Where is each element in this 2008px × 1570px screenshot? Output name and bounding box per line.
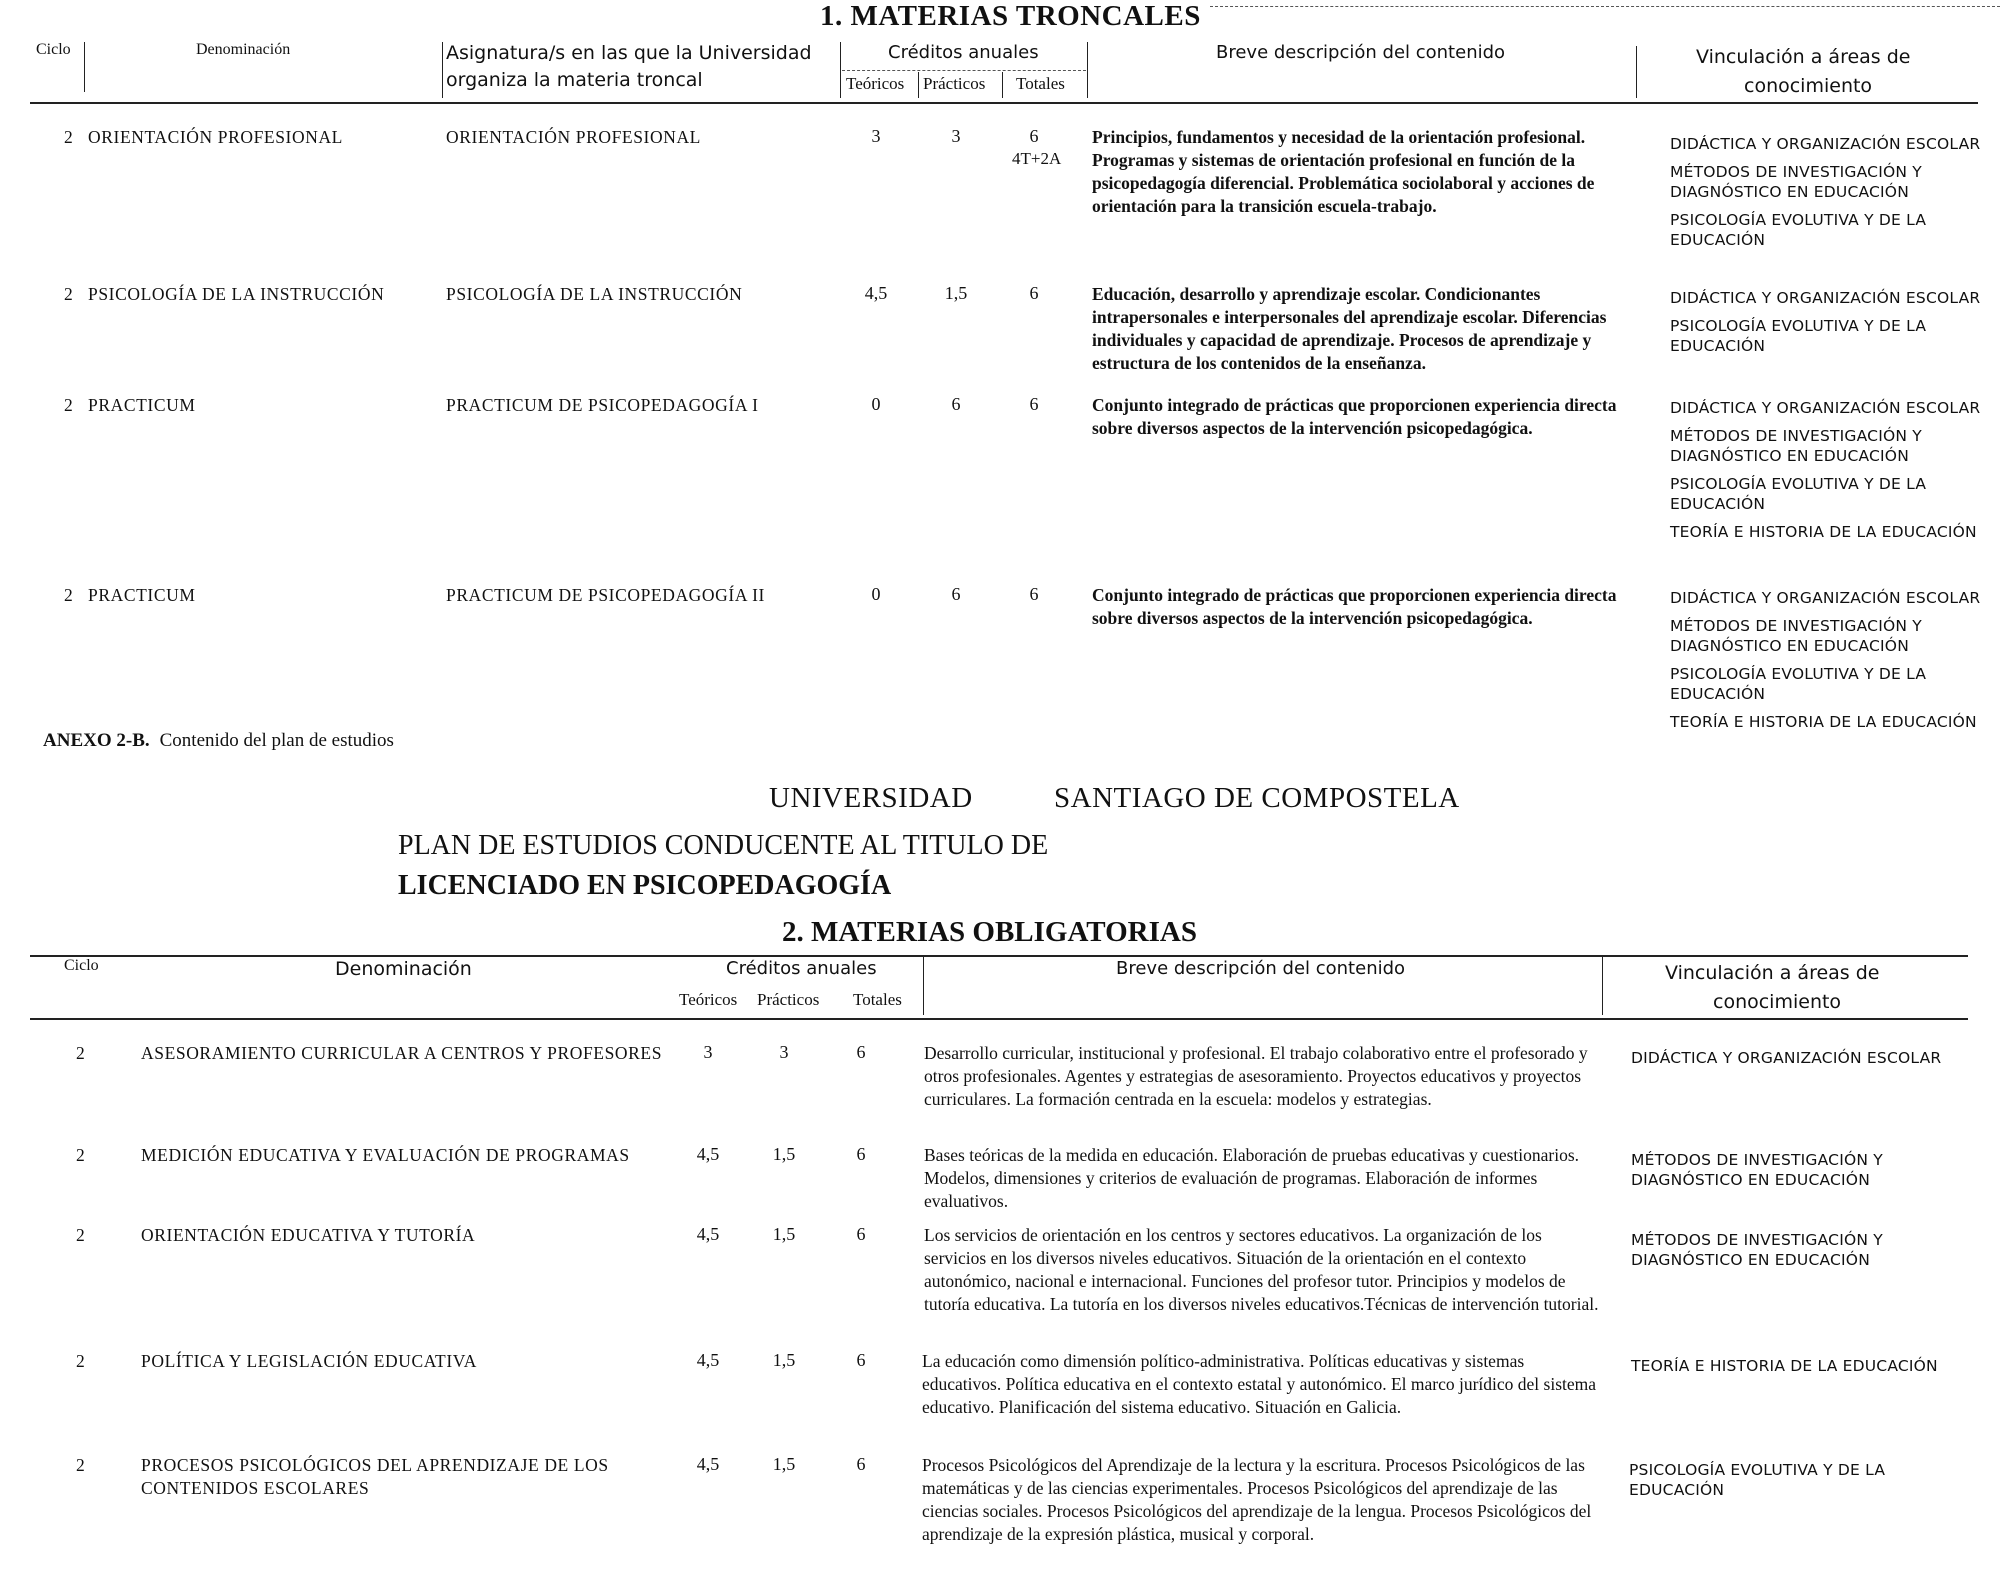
s2-header-ciclo: Ciclo xyxy=(64,957,99,974)
area-label: DIDÁCTICA Y ORGANIZACIÓN ESCOLAR xyxy=(1670,135,1981,153)
row2-areas xyxy=(1670,288,2000,364)
s2-row5-areas xyxy=(1629,1460,1959,1508)
s2-row1-practicos: 3 xyxy=(779,1042,789,1062)
plan-title: PLAN DE ESTUDIOS CONDUCENTE AL TITULO DE xyxy=(398,830,1049,861)
row3-asignatura: PRACTICUM DE PSICOPEDAGOGÍA I xyxy=(446,395,759,415)
area-label: PSICOLOGÍA EVOLUTIVA Y DE LA EDUCACIÓN xyxy=(1670,475,1927,513)
s2-row1-denominacion: ASESORAMIENTO CURRICULAR A CENTROS Y PROFESORES xyxy=(141,1043,663,1063)
column-divider xyxy=(442,42,443,98)
area-label: PSICOLOGÍA EVOLUTIVA Y DE LA EDUCACIÓN xyxy=(1670,317,1927,355)
top-dashed-rule xyxy=(1210,6,2000,7)
s2-row2-totales: 6 xyxy=(856,1144,866,1164)
row1-denominacion: ORIENTACIÓN PROFESIONAL xyxy=(88,127,343,147)
area-label: TEORÍA E HISTORIA DE LA EDUCACIÓN xyxy=(1670,713,1977,731)
section1-title: 1. MATERIAS TRONCALES xyxy=(820,0,1201,32)
column-divider xyxy=(1087,42,1088,98)
area-label: TEORÍA E HISTORIA DE LA EDUCACIÓN xyxy=(1631,1357,1938,1375)
s2-row1-totales: 6 xyxy=(856,1042,866,1062)
s2-header-denominacion: Denominación xyxy=(335,958,472,980)
universidad-name: SANTIAGO DE COMPOSTELA xyxy=(1054,782,1460,814)
row3-ciclo: 2 xyxy=(64,395,74,415)
column-divider xyxy=(1636,46,1637,98)
row2-descripcion: Educación, desarrollo y aprendizaje escolar. Condicionantes intrapersonales e interpersonales del aprendizaje escolar. Diferencias individuales y capacidad de aprendizaje. Procesos de aprendizaje y estructura de los contenidos de la enseñanza. xyxy=(1092,284,1607,373)
header-creditos: Créditos anuales xyxy=(888,42,1039,63)
s2-row4-practicos: 1,5 xyxy=(772,1350,796,1370)
s2-row4-teoricos: 4,5 xyxy=(696,1350,720,1370)
s2-row5-practicos: 1,5 xyxy=(772,1454,796,1474)
area-label: TEORÍA E HISTORIA DE LA EDUCACIÓN xyxy=(1670,523,1977,541)
column-divider xyxy=(1602,957,1603,1015)
area-label: DIDÁCTICA Y ORGANIZACIÓN ESCOLAR xyxy=(1670,399,1981,417)
s2-row1-descripcion: Desarrollo curricular, institucional y profesional. El trabajo colaborativo entre el profesorado y otros profesionales. Agentes y estrategias de asesoramiento. Proyectos educativos y proyectos curriculares. La formación centrada en la escuela: modelos y estrategias. xyxy=(924,1043,1588,1109)
s2-row2-practicos: 1,5 xyxy=(772,1144,796,1164)
header-vinculacion-line2: conocimiento xyxy=(1744,75,1873,97)
universidad-label: UNIVERSIDAD xyxy=(769,782,973,814)
s2-header-totales: Totales xyxy=(853,990,902,1009)
row2-totales: 6 xyxy=(1029,283,1039,303)
s2-row2-descripcion: Bases teóricas de la medida en educación. Elaboración de pruebas educativas y cuestionarios. Modelos, dimensiones y criterios de evaluación de programas. Elaboración de informes evaluativos. xyxy=(924,1145,1580,1211)
s2-row3-areas xyxy=(1631,1230,1961,1278)
row4-ciclo: 2 xyxy=(64,585,74,605)
s2-row4-totales: 6 xyxy=(856,1350,866,1370)
header-denominacion: Denominación xyxy=(196,41,291,58)
anexo-caption xyxy=(43,730,394,752)
row4-areas xyxy=(1670,588,2000,740)
row3-descripcion: Conjunto integrado de prácticas que proporcionen experiencia directa sobre diversos aspectos de la intervención psicopedagógica. xyxy=(1092,395,1617,438)
s2-row2-areas xyxy=(1631,1150,1961,1198)
column-divider xyxy=(84,42,85,92)
row2-teoricos: 4,5 xyxy=(864,283,888,303)
row1-descripcion: Principios, fundamentos y necesidad de la orientación profesional. Programas y sistemas de orientación profesional en función de la psicopedagogía diferencial. Problemática sociolaboral y acciones de orientación para la transición escuela-trabajo. xyxy=(1092,127,1595,216)
area-label: MÉTODOS DE INVESTIGACIÓN Y DIAGNÓSTICO EN EDUCACIÓN xyxy=(1631,1151,1883,1189)
header-practicos: Prácticos xyxy=(923,74,986,93)
s2-header-descripcion: Breve descripción del contenido xyxy=(1116,958,1406,979)
s2-row3-denominacion: ORIENTACIÓN EDUCATIVA Y TUTORÍA xyxy=(141,1225,476,1245)
s2-row2-ciclo: 2 xyxy=(76,1145,86,1165)
row1-ciclo: 2 xyxy=(64,127,74,147)
s2-header-bottom-rule xyxy=(30,1018,1968,1020)
header-teoricos: Teóricos xyxy=(846,74,905,93)
row1-asignatura: ORIENTACIÓN PROFESIONAL xyxy=(446,127,701,147)
column-divider xyxy=(918,72,919,98)
s2-header-creditos: Créditos anuales xyxy=(726,958,877,979)
s2-header-vinculacion-line2: conocimiento xyxy=(1713,991,1842,1013)
header-bottom-rule xyxy=(30,102,1978,104)
row3-denominacion: PRACTICUM xyxy=(88,395,196,415)
header-totales: Totales xyxy=(1016,74,1065,93)
anexo-text: Contenido del plan de estudios xyxy=(159,730,394,751)
row4-asignatura: PRACTICUM DE PSICOPEDAGOGÍA II xyxy=(446,585,765,605)
row3-areas xyxy=(1670,398,2000,550)
s2-row4-ciclo: 2 xyxy=(76,1351,86,1371)
s2-row3-ciclo: 2 xyxy=(76,1225,86,1245)
anexo-label: ANEXO 2-B. xyxy=(43,730,150,751)
column-divider xyxy=(1002,72,1003,98)
area-label: DIDÁCTICA Y ORGANIZACIÓN ESCOLAR xyxy=(1670,589,1981,607)
row2-ciclo: 2 xyxy=(64,284,74,304)
s2-row5-totales: 6 xyxy=(856,1454,866,1474)
area-label: MÉTODOS DE INVESTIGACIÓN Y DIAGNÓSTICO EN EDUCACIÓN xyxy=(1670,427,1922,465)
area-label: MÉTODOS DE INVESTIGACIÓN Y DIAGNÓSTICO EN EDUCACIÓN xyxy=(1670,163,1922,201)
row3-totales: 6 xyxy=(1029,394,1039,414)
s2-row2-denominacion: MEDICIÓN EDUCATIVA Y EVALUACIÓN DE PROGRAMAS xyxy=(141,1145,630,1165)
section2-top-rule xyxy=(30,955,1968,957)
credits-subrule xyxy=(842,70,1086,71)
s2-row5-teoricos: 4,5 xyxy=(696,1454,720,1474)
s2-row3-teoricos: 4,5 xyxy=(696,1224,720,1244)
header-ciclo: Ciclo xyxy=(36,41,71,58)
s2-row4-areas xyxy=(1631,1356,1961,1384)
s2-header-vinculacion-line1: Vinculación a áreas de xyxy=(1665,962,1880,984)
column-divider xyxy=(840,42,841,98)
s2-row3-totales: 6 xyxy=(856,1224,866,1244)
s2-row5-denominacion: PROCESOS PSICOLÓGICOS DEL APRENDIZAJE DE LOS CONTENIDOS ESCOLARES xyxy=(141,1455,609,1498)
s2-row1-areas xyxy=(1631,1048,1961,1076)
row1-areas xyxy=(1670,134,2000,258)
s2-row4-descripcion: La educación como dimensión político-administrativa. Políticas educativas y sistemas educativos. Política educativa en el contexto estatal y autonómico. El marco jurídico del sistema educativo. Planificación del sistema educativo. Situación en Galicia. xyxy=(922,1351,1597,1417)
row1-totales-extra: 4T+2A xyxy=(1012,149,1062,168)
s2-row3-descripcion: Los servicios de orientación en los centros y sectores educativos. La organización de los servicios en los diversos niveles educativos. Situación de la orientación en el contexto autonómico, nacional e internacional. Funciones del profesor tutor. Principios y modelos de tutoría educativa. La tutoría en los diversos niveles educativos.Técnicas de intervención tutorial. xyxy=(924,1225,1599,1314)
row2-denominacion: PSICOLOGÍA DE LA INSTRUCCIÓN xyxy=(88,284,385,304)
area-label: MÉTODOS DE INVESTIGACIÓN Y DIAGNÓSTICO EN EDUCACIÓN xyxy=(1631,1231,1883,1269)
area-label: PSICOLOGÍA EVOLUTIVA Y DE LA EDUCACIÓN xyxy=(1629,1461,1886,1499)
row2-practicos: 1,5 xyxy=(944,283,968,303)
column-divider xyxy=(923,957,924,1015)
row4-descripcion: Conjunto integrado de prácticas que proporcionen experiencia directa sobre diversos aspectos de la intervención psicopedagógica. xyxy=(1092,585,1617,628)
section2-title: 2. MATERIAS OBLIGATORIAS xyxy=(782,916,1197,948)
row3-practicos: 6 xyxy=(951,394,961,414)
row2-asignatura: PSICOLOGÍA DE LA INSTRUCCIÓN xyxy=(446,284,743,304)
s2-header-practicos: Prácticos xyxy=(757,990,820,1009)
row1-teoricos: 3 xyxy=(871,126,881,146)
s2-header-teoricos: Teóricos xyxy=(679,990,738,1009)
row4-practicos: 6 xyxy=(951,584,961,604)
s2-row3-practicos: 1,5 xyxy=(772,1224,796,1244)
row3-teoricos: 0 xyxy=(871,394,881,414)
row4-teoricos: 0 xyxy=(871,584,881,604)
s2-row1-ciclo: 2 xyxy=(76,1043,86,1063)
s2-row5-ciclo: 2 xyxy=(76,1455,86,1475)
area-label: PSICOLOGÍA EVOLUTIVA Y DE LA EDUCACIÓN xyxy=(1670,665,1927,703)
area-label: MÉTODOS DE INVESTIGACIÓN Y DIAGNÓSTICO EN EDUCACIÓN xyxy=(1670,617,1922,655)
header-asignatura-line2: organiza la materia troncal xyxy=(446,69,703,91)
s2-row5-descripcion: Procesos Psicológicos del Aprendizaje de la lectura y la escritura. Procesos Psicológicos de las matemáticas y de las ciencias experimentales. Procesos Psicológicos del aprendizaje de las ciencias sociales. Procesos Psicológicos del aprendizaje de la lengua. Procesos Psicológicos del aprendizaje de la expresión plástica, musical y corporal. xyxy=(922,1455,1592,1544)
row1-totales: 6 xyxy=(1029,126,1039,146)
header-asignatura-line1: Asignatura/s en las que la Universidad xyxy=(446,42,812,64)
degree-title: LICENCIADO EN PSICOPEDAGOGÍA xyxy=(398,870,892,901)
header-descripcion: Breve descripción del contenido xyxy=(1216,42,1506,63)
row4-denominacion: PRACTICUM xyxy=(88,585,196,605)
s2-row1-teoricos: 3 xyxy=(703,1042,713,1062)
header-vinculacion-line1: Vinculación a áreas de xyxy=(1696,46,1911,68)
area-label: DIDÁCTICA Y ORGANIZACIÓN ESCOLAR xyxy=(1670,289,1981,307)
area-label: PSICOLOGÍA EVOLUTIVA Y DE LA EDUCACIÓN xyxy=(1670,211,1927,249)
area-label: DIDÁCTICA Y ORGANIZACIÓN ESCOLAR xyxy=(1631,1049,1942,1067)
s2-row2-teoricos: 4,5 xyxy=(696,1144,720,1164)
row4-totales: 6 xyxy=(1029,584,1039,604)
row1-practicos: 3 xyxy=(951,126,961,146)
s2-row4-denominacion: POLÍTICA Y LEGISLACIÓN EDUCATIVA xyxy=(141,1351,477,1371)
